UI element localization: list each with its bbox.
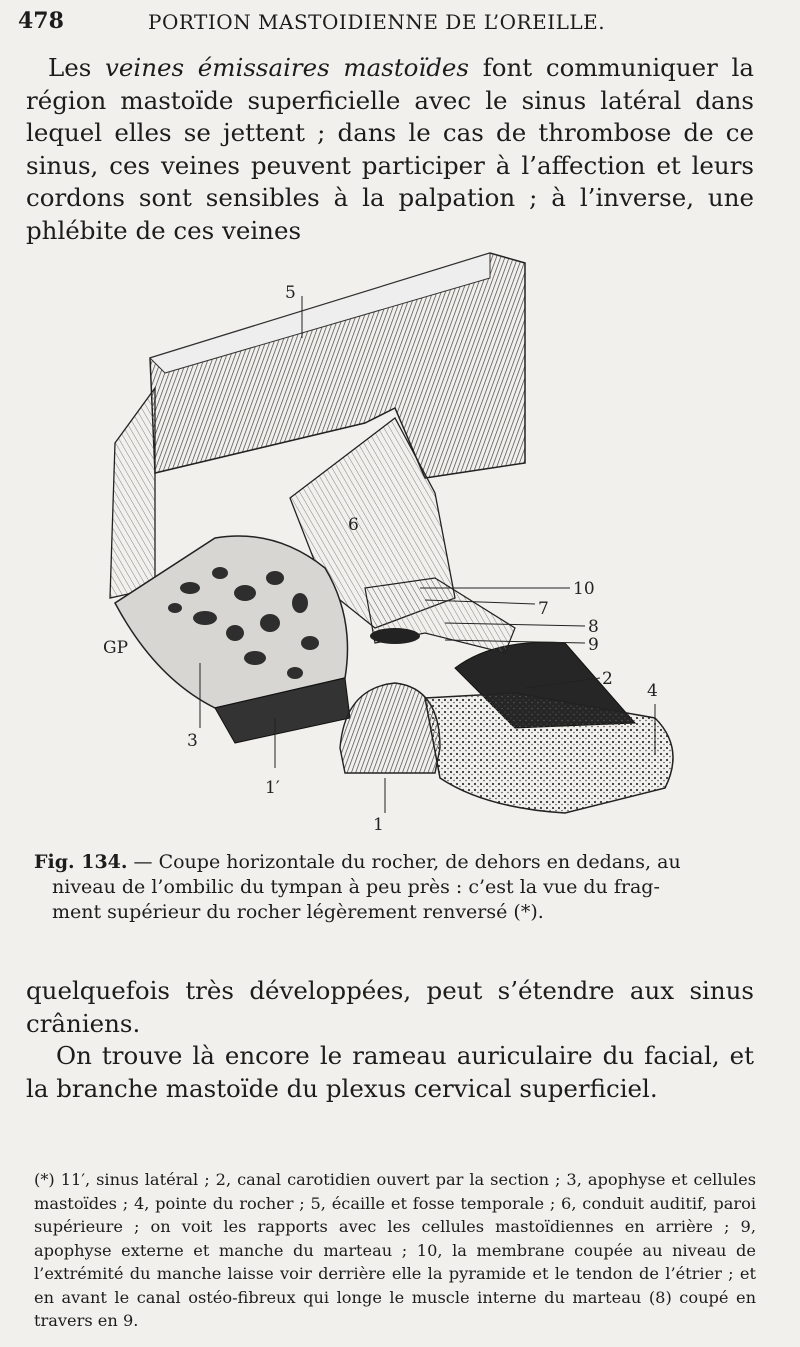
label-7: 7 — [538, 599, 549, 619]
label-5: 5 — [285, 283, 296, 303]
label-3: 3 — [187, 731, 198, 751]
figure-label: Fig. 134. — [34, 851, 128, 873]
label-1: 1 — [373, 815, 384, 835]
figure-footnote: (*) 11′, sinus latéral ; 2, canal carotidien ouvert par la section ; 3, apophyse et cellules mastoïdes ; 4, pointe du rocher ; 5, écaille et fosse temporale ; 6, conduit auditif, paroi supérieure ; on voit les rapports avec les cellules mastoïdiennes en arrière ; 9, apophyse externe et manche du marteau ; 10, la membrane coupée au niveau de l’extrémité du manche laisse voir derrière elle la pyramide et le tendon de l’étrier ; et en avant le canal ostéo-fibreux qui longe le muscle interne du marteau (8) coupé en travers en 9. — [34, 1170, 756, 1330]
paragraph-continuation: quelquefois très développées, peut s’étendre aux sinus crâniens. — [26, 976, 754, 1038]
engraving-illustration — [95, 248, 695, 848]
petrous-apex — [425, 693, 673, 813]
label-10: 10 — [573, 579, 595, 599]
lateral-wall — [110, 388, 155, 598]
temporal-squama — [150, 253, 525, 478]
label-9: 9 — [588, 635, 599, 655]
label-2: 2 — [602, 669, 613, 689]
italic-term: veines émissaires mastoïdes — [105, 53, 470, 82]
page-header — [18, 8, 778, 38]
running-title: PORTION MASTOIDIENNE DE L’OREILLE. — [148, 10, 606, 34]
paragraph-rameau-auriculaire: On trouve là encore le rameau auriculaire du facial, et la branche mastoïde du plexus cervical superficiel. — [26, 1041, 754, 1103]
page-number: 478 — [18, 8, 64, 34]
figure-caption: Fig. 134. — Coupe horizontale du rocher, de dehors en dedans, au niveau de l’ombilic du tympan à peu près : c’est la vue du frag- ment supérieur du rocher légèrement renversé (*). — [34, 851, 681, 923]
carotid-section — [340, 683, 440, 773]
label-1-prime: 1′ — [265, 778, 280, 798]
paragraph-veines-emissaires: Les veines émissaires mastoïdes font communiquer la région mastoïde superficielle avec le sinus latéral dans lequel elles se jettent ; dans le cas de thrombose de ce sinus, ces veines peuvent participer à l’affection et leurs cordons sont sensibles à la palpation ; à l’inverse, une phlébite de ces veines — [26, 53, 754, 245]
label-4: 4 — [647, 681, 658, 701]
label-6: 6 — [348, 515, 359, 535]
engraver-signature: GP — [103, 638, 129, 658]
anatomical-figure — [95, 248, 695, 848]
label-8: 8 — [588, 617, 599, 637]
